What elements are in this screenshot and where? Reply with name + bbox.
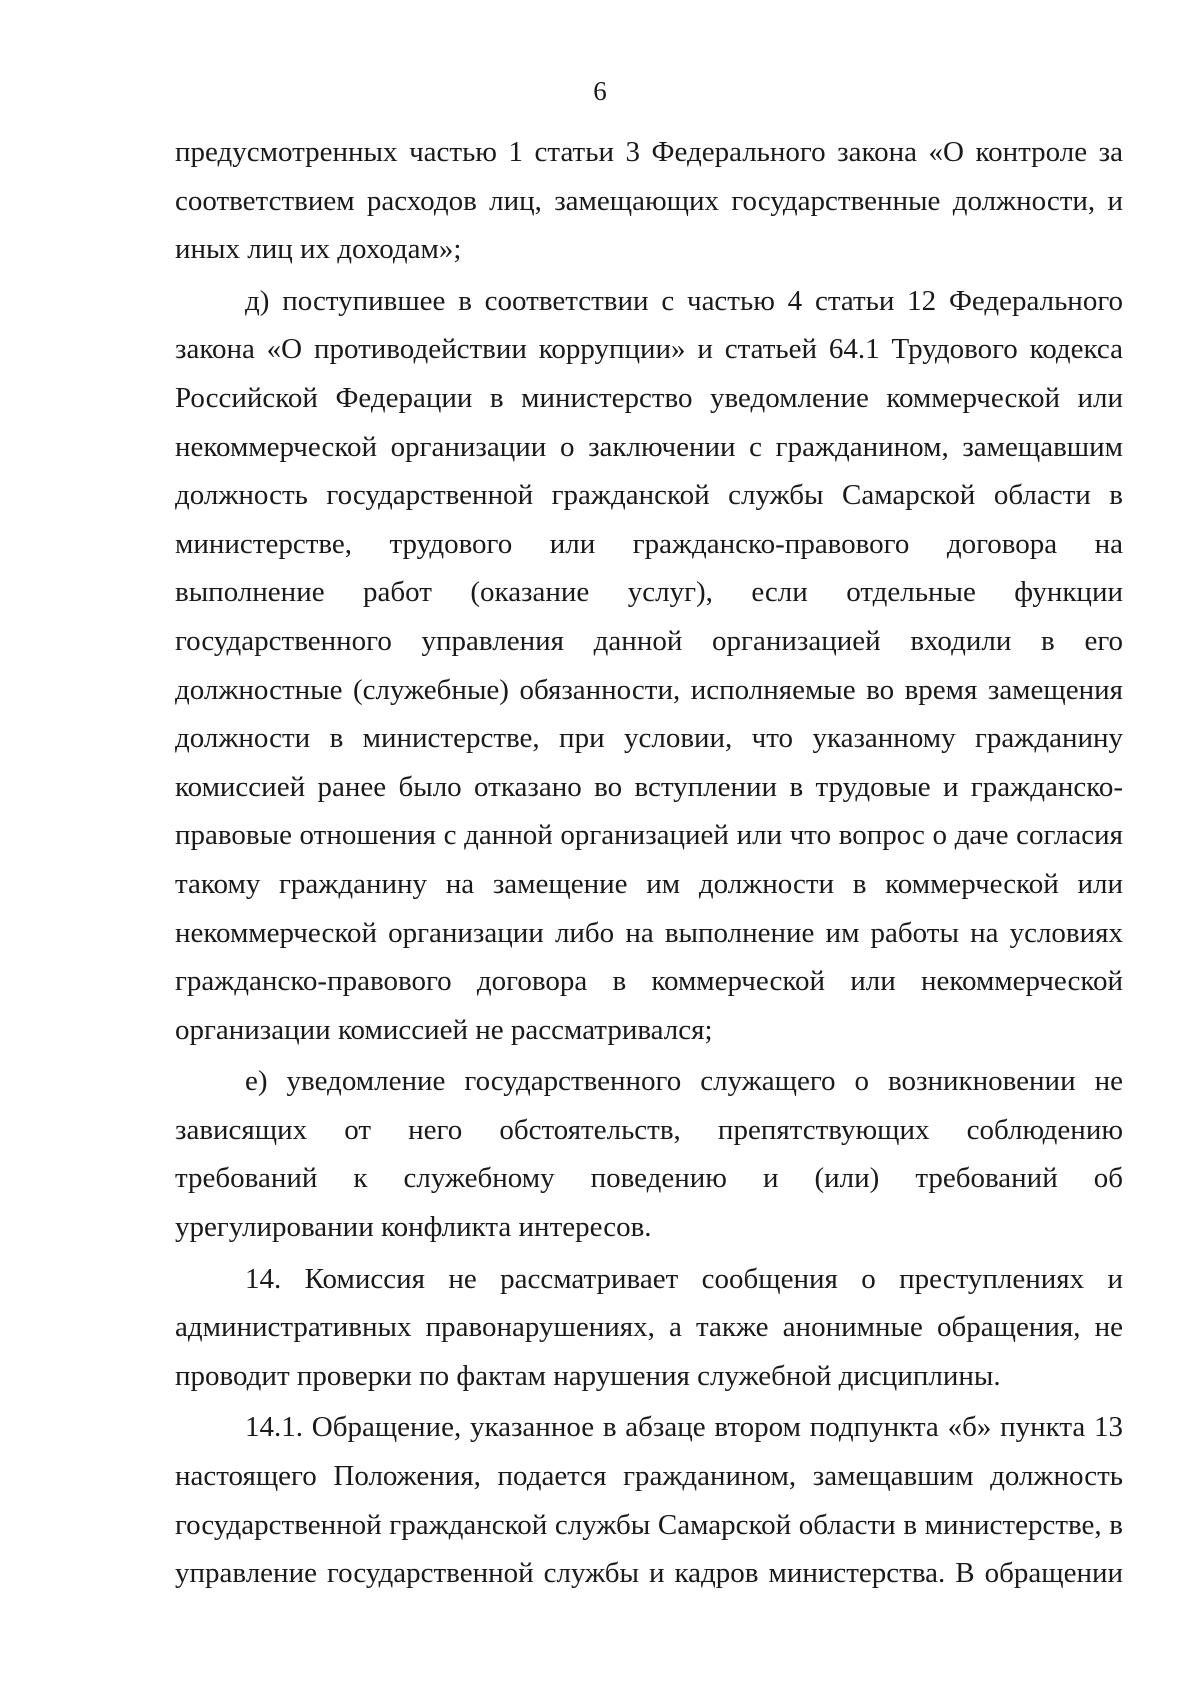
paragraph-item-e: е) уведомление государственного служащего о возникновении не зависящих от него обстоятельств, препятствующих соблюдению требований к служебному поведению и (или) требований об урегулировании конфликта интересов.: [175, 1065, 1123, 1244]
paragraph-continuation: предусмотренных частью 1 статьи 3 Федерального закона «О контроле за соответствием расходов лиц, замещающих государственные должности, и иных лиц их доходам»;: [175, 136, 1123, 266]
page-number: 6: [593, 76, 607, 106]
paragraph-clause-14: 14. Комиссия не рассматривает сообщения о преступлениях и административных правонарушениях, а также анонимные обращения, не проводит проверки по фактам нарушения служебной дисциплины.: [175, 1262, 1123, 1392]
paragraph-item-d: д) поступившее в соответствии с частью 4 статьи 12 Федерального закона «О противодействии коррупции» и статьей 64.1 Трудового кодекса Российской Федерации в министерство уведомление коммерческой или некоммерческой организации о заключении с гражданином, замещавшим должность государственной гражданской службы Самарской области в министерстве, трудового или гражданско-правового договора на выполнение работ (оказание услуг), если отдельные функции государственного управления данной организацией входили в его должностные (служебные) обязанности, исполняемые во время замещения должности в министерстве, при условии, что указанному гражданину комиссией ранее было отказано во вступлении в трудовые и гражданско-правовые отношения с данной организацией или что вопрос о даче согласия такому гражданину на замещение им должности в коммерческой или некоммерческой организации либо на выполнение им работы на условиях гражданско-правового договора в коммерческой или некоммерческой организации комиссией не рассматривался;: [175, 284, 1123, 1046]
document-body: [175, 128, 1123, 1598]
paragraph-clause-14-1: 14.1. Обращение, указанное в абзаце втором подпункта «б» пункта 13 настоящего Положения, подается гражданином, замещавшим должность государственной гражданской службы Самарской области в министерстве, в управление государственной службы и кадров министерства. В обращении: [175, 1411, 1123, 1590]
